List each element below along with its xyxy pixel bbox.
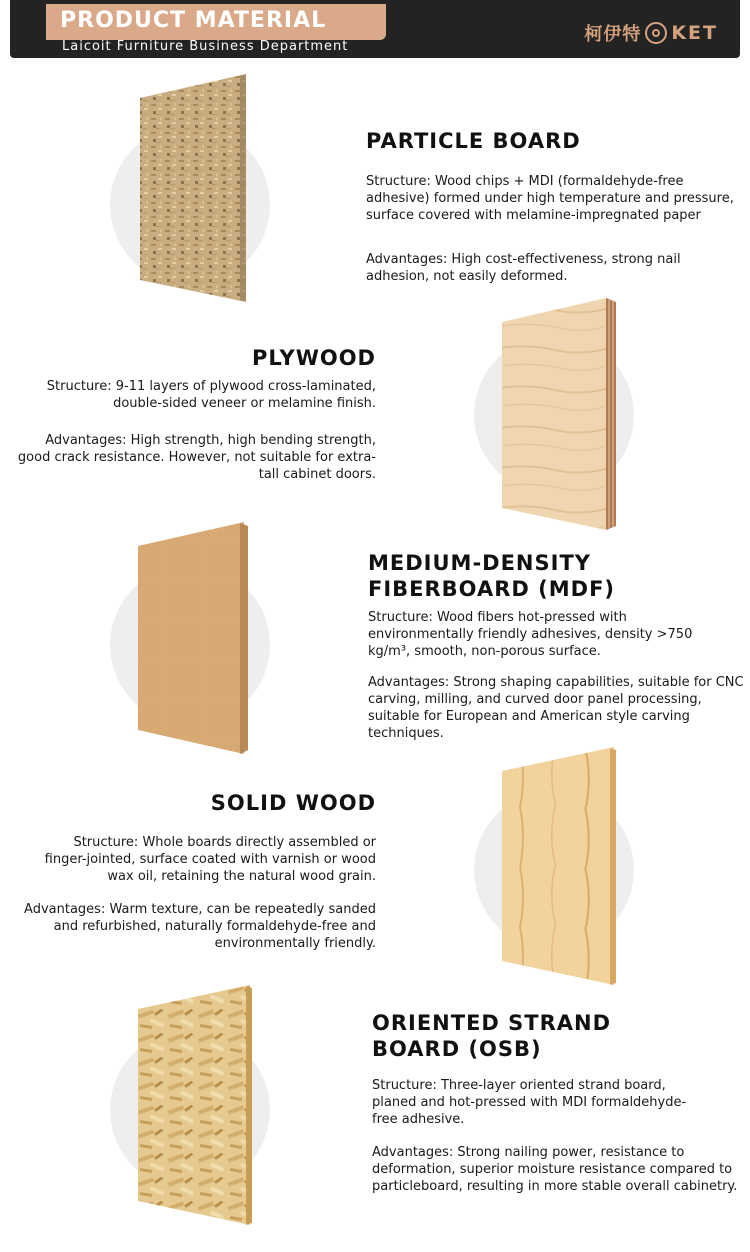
header-banner (10, 0, 740, 58)
solid-wood-structure: Structure: Whole boards directly assembled or finger-jointed, surface coated with varnish or wood wax oil, retaining the natural wood grain. (44, 835, 376, 884)
solid-wood-title: SOLID WOOD (210, 791, 376, 815)
osb-title-line2: BOARD (OSB) (372, 1037, 542, 1061)
mdf-structure: Structure: Wood fibers hot-pressed with environmentally friendly adhesives, density >750 kg/m³, smooth, non-porous surface. (368, 610, 693, 659)
osb-structure: Structure: Three-layer oriented strand board, planed and hot-pressed with MDI formaldehyde-free adhesive. (372, 1078, 687, 1127)
plywood-advantages: Advantages: High strength, high bending strength, good crack resistance. However, not suitable for extra-tall cabinet doors. (17, 433, 376, 482)
mdf-image (136, 522, 250, 754)
plywood-title: PLYWOOD (251, 346, 376, 370)
particle-board-advantages: Advantages: High cost-effectiveness, strong nail adhesion, not easily deformed. (366, 252, 681, 284)
page-title: PRODUCT MATERIAL (60, 8, 327, 33)
logo-english-text: KET (671, 22, 718, 44)
mdf-title-line2: FIBERBOARD (MDF) (368, 577, 616, 601)
brand-logo (584, 20, 718, 46)
osb-title-line1: ORIENTED STRAND (372, 1011, 612, 1035)
particle-board-structure: Structure: Wood chips + MDI (formaldehyde-free adhesive) formed under high temperature and pressure, surface covered with melamine-impregnated paper (366, 174, 734, 223)
osb-advantages: Advantages: Strong nailing power, resistance to deformation, superior moisture resistance compared to particleboard, resulting in more stable overall cabinetry. (372, 1145, 738, 1194)
mdf-title-line1: MEDIUM-DENSITY (368, 551, 591, 575)
logo-circle-icon (645, 22, 667, 44)
plywood-structure: Structure: 9-11 layers of plywood cross-laminated, double-sided veneer or melamine finish. (46, 379, 376, 411)
logo-chinese-text: 柯伊特 (584, 24, 642, 45)
solid-wood-image (500, 747, 618, 985)
osb-image (136, 985, 254, 1225)
particle-board-image (136, 74, 250, 302)
solid-wood-advantages: Advantages: Warm texture, can be repeatedly sanded and refurbished, naturally formaldehyde-free and environmentally friendly. (24, 902, 376, 951)
page-subtitle: Laicoit Furniture Business Department (62, 39, 349, 54)
particle-board-title: PARTICLE BOARD (366, 129, 581, 153)
mdf-advantages: Advantages: Strong shaping capabilities, suitable for CNC carving, milling, and curved door panel processing, suitable for European and American style carving techniques. (368, 675, 744, 741)
plywood-image (500, 298, 618, 530)
